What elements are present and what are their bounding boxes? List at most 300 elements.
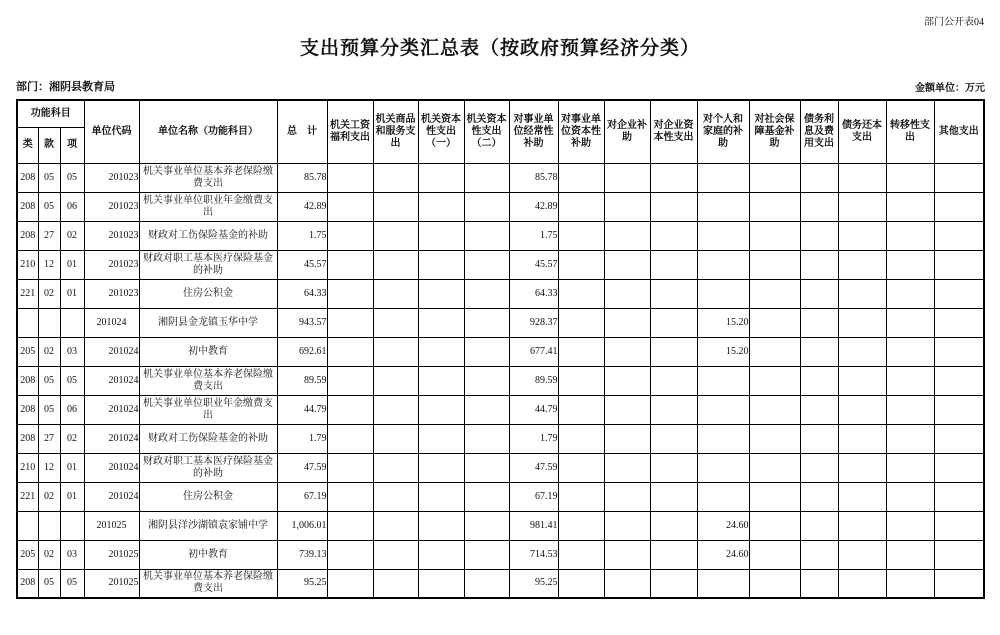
cell-total: 95.25	[277, 569, 327, 598]
cell-expense-12	[838, 366, 886, 395]
cell-expense-5: 95.25	[509, 569, 558, 598]
cell-expense-10	[749, 569, 800, 598]
cell-expense-3	[418, 308, 464, 337]
cell-kuan: 27	[38, 424, 60, 453]
cell-expense-10	[749, 163, 800, 192]
table-row	[17, 540, 984, 569]
cell-expense-9	[697, 192, 749, 221]
cell-expense-6	[558, 250, 604, 279]
cell-unit-name: 机关事业单位职业年金缴费支出	[139, 192, 277, 221]
cell-expense-1	[327, 395, 373, 424]
cell-expense-12	[838, 308, 886, 337]
cell-expense-5: 1.75	[509, 221, 558, 250]
cell-expense-4	[464, 337, 509, 366]
cell-expense-11	[800, 192, 838, 221]
cell-unit-code: 201025	[84, 569, 139, 598]
cell-unit-name: 住房公积金	[139, 482, 277, 511]
cell-expense-10	[749, 192, 800, 221]
cell-expense-14	[934, 511, 984, 540]
cell-expense-1	[327, 279, 373, 308]
cell-expense-14	[934, 569, 984, 598]
cell-lei: 205	[17, 337, 38, 366]
cell-unit-code: 201023	[84, 192, 139, 221]
cell-expense-3	[418, 250, 464, 279]
cell-expense-14	[934, 366, 984, 395]
subcolumn-header-lei: 类	[17, 127, 38, 163]
cell-expense-13	[886, 366, 934, 395]
cell-kuan: 05	[38, 569, 60, 598]
cell-expense-9	[697, 250, 749, 279]
cell-expense-2	[373, 511, 418, 540]
cell-expense-13	[886, 540, 934, 569]
cell-unit-code: 201024	[84, 424, 139, 453]
cell-expense-4	[464, 250, 509, 279]
cell-expense-4	[464, 453, 509, 482]
cell-expense-13	[886, 192, 934, 221]
cell-expense-13	[886, 424, 934, 453]
cell-expense-5: 677.41	[509, 337, 558, 366]
column-header-expense-8: 对企业资本性支出	[650, 100, 697, 163]
cell-expense-3	[418, 482, 464, 511]
cell-expense-14	[934, 308, 984, 337]
cell-expense-3	[418, 453, 464, 482]
cell-kuan: 02	[38, 482, 60, 511]
cell-expense-8	[650, 482, 697, 511]
cell-expense-5: 47.59	[509, 453, 558, 482]
cell-expense-2	[373, 221, 418, 250]
cell-total: 42.89	[277, 192, 327, 221]
cell-expense-11	[800, 511, 838, 540]
cell-xiang	[60, 511, 84, 540]
table-row	[17, 250, 984, 279]
cell-xiang: 03	[60, 337, 84, 366]
cell-expense-6	[558, 453, 604, 482]
cell-expense-6	[558, 279, 604, 308]
cell-xiang: 05	[60, 569, 84, 598]
cell-expense-9: 15.20	[697, 308, 749, 337]
header-row-top	[17, 100, 984, 127]
subcolumn-header-xiang: 项	[60, 127, 84, 163]
cell-expense-3	[418, 424, 464, 453]
cell-unit-code: 201023	[84, 250, 139, 279]
cell-kuan: 05	[38, 192, 60, 221]
cell-expense-4	[464, 279, 509, 308]
cell-total: 739.13	[277, 540, 327, 569]
cell-expense-9	[697, 424, 749, 453]
cell-expense-11	[800, 540, 838, 569]
cell-expense-9: 24.60	[697, 511, 749, 540]
cell-expense-11	[800, 482, 838, 511]
cell-expense-2	[373, 569, 418, 598]
cell-expense-4	[464, 424, 509, 453]
column-header-expense-9: 对个人和家庭的补助	[697, 100, 749, 163]
cell-expense-7	[604, 192, 650, 221]
table-row	[17, 192, 984, 221]
cell-expense-4	[464, 192, 509, 221]
cell-unit-name: 机关事业单位职业年金缴费支出	[139, 395, 277, 424]
cell-expense-10	[749, 250, 800, 279]
cell-expense-3	[418, 279, 464, 308]
cell-expense-2	[373, 424, 418, 453]
cell-expense-7	[604, 308, 650, 337]
cell-unit-code: 201024	[84, 366, 139, 395]
cell-xiang: 02	[60, 221, 84, 250]
cell-unit-name: 财政对工伤保险基金的补助	[139, 424, 277, 453]
cell-expense-1	[327, 453, 373, 482]
cell-expense-12	[838, 424, 886, 453]
cell-expense-8	[650, 250, 697, 279]
cell-expense-7	[604, 453, 650, 482]
table-row	[17, 453, 984, 482]
cell-unit-name: 湘阴县金龙镇玉华中学	[139, 308, 277, 337]
document-code-label: 部门公开表04	[924, 17, 984, 28]
cell-unit-code: 201024	[84, 453, 139, 482]
cell-lei: 208	[17, 395, 38, 424]
cell-expense-12	[838, 482, 886, 511]
cell-expense-8	[650, 366, 697, 395]
cell-expense-13	[886, 250, 934, 279]
cell-expense-3	[418, 569, 464, 598]
cell-expense-7	[604, 569, 650, 598]
cell-expense-7	[604, 366, 650, 395]
column-header-expense-11: 债务利息及费用支出	[800, 100, 838, 163]
cell-unit-name: 财政对工伤保险基金的补助	[139, 221, 277, 250]
cell-expense-13	[886, 163, 934, 192]
cell-expense-11	[800, 163, 838, 192]
cell-expense-9: 24.60	[697, 540, 749, 569]
table-row-summary	[17, 511, 984, 540]
cell-expense-14	[934, 163, 984, 192]
cell-unit-code: 201025	[84, 511, 139, 540]
column-header-expense-2: 机关商品和服务支出	[373, 100, 418, 163]
cell-expense-12	[838, 453, 886, 482]
cell-expense-4	[464, 366, 509, 395]
cell-xiang: 05	[60, 366, 84, 395]
table-row	[17, 569, 984, 598]
cell-expense-6	[558, 395, 604, 424]
cell-unit-code: 201025	[84, 540, 139, 569]
cell-expense-9	[697, 163, 749, 192]
cell-expense-12	[838, 395, 886, 424]
cell-expense-5: 981.41	[509, 511, 558, 540]
cell-expense-1	[327, 163, 373, 192]
column-header-expense-3: 机关资本性支出（一）	[418, 100, 464, 163]
table-row	[17, 366, 984, 395]
cell-expense-13	[886, 569, 934, 598]
column-header-expense-13: 转移性支出	[886, 100, 934, 163]
cell-expense-14	[934, 482, 984, 511]
cell-expense-4	[464, 221, 509, 250]
cell-unit-name: 财政对职工基本医疗保险基金的补助	[139, 250, 277, 279]
column-header-unit-code: 单位代码	[84, 100, 139, 163]
cell-xiang: 05	[60, 163, 84, 192]
column-header-expense-5: 对事业单位经常性补助	[509, 100, 558, 163]
cell-expense-7	[604, 279, 650, 308]
table-row-summary	[17, 308, 984, 337]
cell-expense-8	[650, 453, 697, 482]
cell-expense-9	[697, 453, 749, 482]
cell-expense-10	[749, 540, 800, 569]
cell-expense-13	[886, 279, 934, 308]
cell-expense-8	[650, 511, 697, 540]
cell-expense-5: 67.19	[509, 482, 558, 511]
column-header-expense-7: 对企业补助	[604, 100, 650, 163]
cell-kuan: 02	[38, 540, 60, 569]
table-row	[17, 163, 984, 192]
cell-expense-6	[558, 366, 604, 395]
cell-expense-11	[800, 395, 838, 424]
cell-expense-2	[373, 453, 418, 482]
cell-xiang: 06	[60, 192, 84, 221]
cell-expense-7	[604, 511, 650, 540]
subcolumn-header-kuan: 款	[38, 127, 60, 163]
cell-expense-2	[373, 192, 418, 221]
cell-expense-12	[838, 163, 886, 192]
cell-expense-12	[838, 511, 886, 540]
cell-expense-8	[650, 337, 697, 366]
cell-expense-7	[604, 395, 650, 424]
cell-expense-10	[749, 366, 800, 395]
cell-kuan: 12	[38, 453, 60, 482]
cell-expense-4	[464, 482, 509, 511]
table-row	[17, 337, 984, 366]
cell-lei: 208	[17, 569, 38, 598]
cell-expense-5: 64.33	[509, 279, 558, 308]
cell-expense-1	[327, 221, 373, 250]
cell-lei	[17, 308, 38, 337]
cell-expense-8	[650, 395, 697, 424]
cell-expense-6	[558, 308, 604, 337]
cell-unit-name: 湘阴县洋沙湖镇袁家铺中学	[139, 511, 277, 540]
cell-expense-14	[934, 424, 984, 453]
table-row	[17, 279, 984, 308]
cell-expense-10	[749, 424, 800, 453]
cell-xiang	[60, 308, 84, 337]
cell-unit-code: 201023	[84, 163, 139, 192]
cell-total: 89.59	[277, 366, 327, 395]
cell-expense-3	[418, 192, 464, 221]
cell-lei: 221	[17, 482, 38, 511]
cell-expense-13	[886, 337, 934, 366]
cell-expense-4	[464, 511, 509, 540]
cell-expense-9: 15.20	[697, 337, 749, 366]
cell-expense-8	[650, 192, 697, 221]
cell-unit-code: 201024	[84, 308, 139, 337]
cell-expense-2	[373, 482, 418, 511]
cell-total: 64.33	[277, 279, 327, 308]
cell-expense-5: 44.79	[509, 395, 558, 424]
cell-total: 85.78	[277, 163, 327, 192]
cell-expense-10	[749, 453, 800, 482]
cell-kuan	[38, 511, 60, 540]
cell-expense-5: 45.57	[509, 250, 558, 279]
table-row	[17, 395, 984, 424]
cell-expense-13	[886, 482, 934, 511]
cell-expense-5: 89.59	[509, 366, 558, 395]
cell-xiang: 01	[60, 453, 84, 482]
cell-expense-9	[697, 366, 749, 395]
cell-expense-11	[800, 366, 838, 395]
cell-unit-name: 财政对职工基本医疗保险基金的补助	[139, 453, 277, 482]
table-body	[17, 163, 984, 598]
column-header-total: 总 计	[277, 100, 327, 163]
cell-total: 943.57	[277, 308, 327, 337]
cell-lei: 221	[17, 279, 38, 308]
cell-expense-7	[604, 540, 650, 569]
cell-expense-2	[373, 395, 418, 424]
cell-unit-name: 初中教育	[139, 337, 277, 366]
cell-expense-2	[373, 163, 418, 192]
table-row	[17, 221, 984, 250]
cell-expense-12	[838, 192, 886, 221]
cell-expense-10	[749, 308, 800, 337]
cell-expense-1	[327, 540, 373, 569]
cell-expense-6	[558, 337, 604, 366]
cell-total: 692.61	[277, 337, 327, 366]
cell-expense-11	[800, 221, 838, 250]
cell-expense-3	[418, 366, 464, 395]
cell-expense-14	[934, 279, 984, 308]
column-header-expense-1: 机关工资福利支出	[327, 100, 373, 163]
cell-unit-name: 初中教育	[139, 540, 277, 569]
cell-expense-11	[800, 308, 838, 337]
table-row	[17, 482, 984, 511]
cell-expense-4	[464, 163, 509, 192]
cell-expense-2	[373, 540, 418, 569]
column-group-function-subject: 功能科目	[17, 100, 84, 127]
cell-expense-3	[418, 221, 464, 250]
cell-unit-code: 201023	[84, 279, 139, 308]
column-header-unit-name: 单位名称（功能科目）	[139, 100, 277, 163]
cell-unit-name: 机关事业单位基本养老保险缴费支出	[139, 366, 277, 395]
cell-expense-9	[697, 279, 749, 308]
cell-unit-code: 201024	[84, 395, 139, 424]
cell-expense-4	[464, 308, 509, 337]
cell-expense-14	[934, 453, 984, 482]
cell-expense-14	[934, 192, 984, 221]
cell-kuan: 02	[38, 279, 60, 308]
cell-expense-8	[650, 540, 697, 569]
column-header-expense-14: 其他支出	[934, 100, 984, 163]
cell-expense-8	[650, 424, 697, 453]
cell-expense-14	[934, 337, 984, 366]
cell-expense-4	[464, 540, 509, 569]
cell-expense-7	[604, 221, 650, 250]
cell-expense-11	[800, 250, 838, 279]
cell-expense-1	[327, 569, 373, 598]
page-title: 支出预算分类汇总表（按政府预算经济分类）	[299, 38, 700, 59]
cell-expense-6	[558, 424, 604, 453]
cell-expense-1	[327, 192, 373, 221]
cell-expense-2	[373, 279, 418, 308]
cell-expense-1	[327, 482, 373, 511]
cell-expense-6	[558, 163, 604, 192]
cell-lei: 208	[17, 221, 38, 250]
cell-kuan: 12	[38, 250, 60, 279]
cell-lei	[17, 511, 38, 540]
cell-expense-10	[749, 221, 800, 250]
cell-expense-5: 714.53	[509, 540, 558, 569]
cell-expense-10	[749, 482, 800, 511]
cell-unit-name: 机关事业单位基本养老保险缴费支出	[139, 569, 277, 598]
cell-total: 1.75	[277, 221, 327, 250]
cell-expense-7	[604, 337, 650, 366]
column-header-expense-6: 对事业单位资本性补助	[558, 100, 604, 163]
cell-xiang: 03	[60, 540, 84, 569]
cell-expense-10	[749, 337, 800, 366]
cell-expense-13	[886, 453, 934, 482]
cell-expense-1	[327, 308, 373, 337]
cell-expense-7	[604, 163, 650, 192]
cell-expense-11	[800, 337, 838, 366]
cell-lei: 208	[17, 424, 38, 453]
cell-total: 44.79	[277, 395, 327, 424]
cell-expense-11	[800, 279, 838, 308]
cell-lei: 210	[17, 250, 38, 279]
cell-expense-13	[886, 221, 934, 250]
department-label: 部门：湘阴县教育局	[16, 81, 115, 93]
cell-expense-6	[558, 221, 604, 250]
cell-kuan: 27	[38, 221, 60, 250]
cell-expense-12	[838, 250, 886, 279]
cell-expense-5: 1.79	[509, 424, 558, 453]
cell-lei: 208	[17, 366, 38, 395]
cell-expense-12	[838, 540, 886, 569]
table-header	[17, 100, 984, 163]
cell-total: 1,006.01	[277, 511, 327, 540]
cell-expense-12	[838, 221, 886, 250]
cell-unit-name: 机关事业单位基本养老保险缴费支出	[139, 163, 277, 192]
cell-expense-1	[327, 366, 373, 395]
cell-expense-7	[604, 482, 650, 511]
cell-xiang: 02	[60, 424, 84, 453]
cell-expense-7	[604, 424, 650, 453]
cell-expense-14	[934, 540, 984, 569]
cell-expense-12	[838, 279, 886, 308]
cell-expense-8	[650, 221, 697, 250]
cell-kuan: 02	[38, 337, 60, 366]
column-header-expense-4: 机关资本性支出（二）	[464, 100, 509, 163]
cell-expense-3	[418, 511, 464, 540]
cell-expense-6	[558, 511, 604, 540]
cell-expense-11	[800, 569, 838, 598]
cell-expense-9	[697, 395, 749, 424]
cell-expense-13	[886, 308, 934, 337]
cell-xiang: 01	[60, 482, 84, 511]
cell-expense-2	[373, 308, 418, 337]
cell-expense-7	[604, 250, 650, 279]
cell-xiang: 01	[60, 250, 84, 279]
cell-kuan: 05	[38, 366, 60, 395]
cell-expense-8	[650, 308, 697, 337]
cell-expense-2	[373, 366, 418, 395]
cell-expense-6	[558, 569, 604, 598]
cell-expense-4	[464, 395, 509, 424]
cell-expense-12	[838, 569, 886, 598]
cell-expense-6	[558, 540, 604, 569]
cell-expense-9	[697, 569, 749, 598]
cell-expense-3	[418, 163, 464, 192]
cell-xiang: 06	[60, 395, 84, 424]
cell-total: 1.79	[277, 424, 327, 453]
cell-expense-8	[650, 163, 697, 192]
cell-expense-3	[418, 540, 464, 569]
cell-expense-14	[934, 395, 984, 424]
cell-expense-1	[327, 424, 373, 453]
cell-expense-9	[697, 482, 749, 511]
cell-lei: 208	[17, 192, 38, 221]
cell-expense-14	[934, 250, 984, 279]
